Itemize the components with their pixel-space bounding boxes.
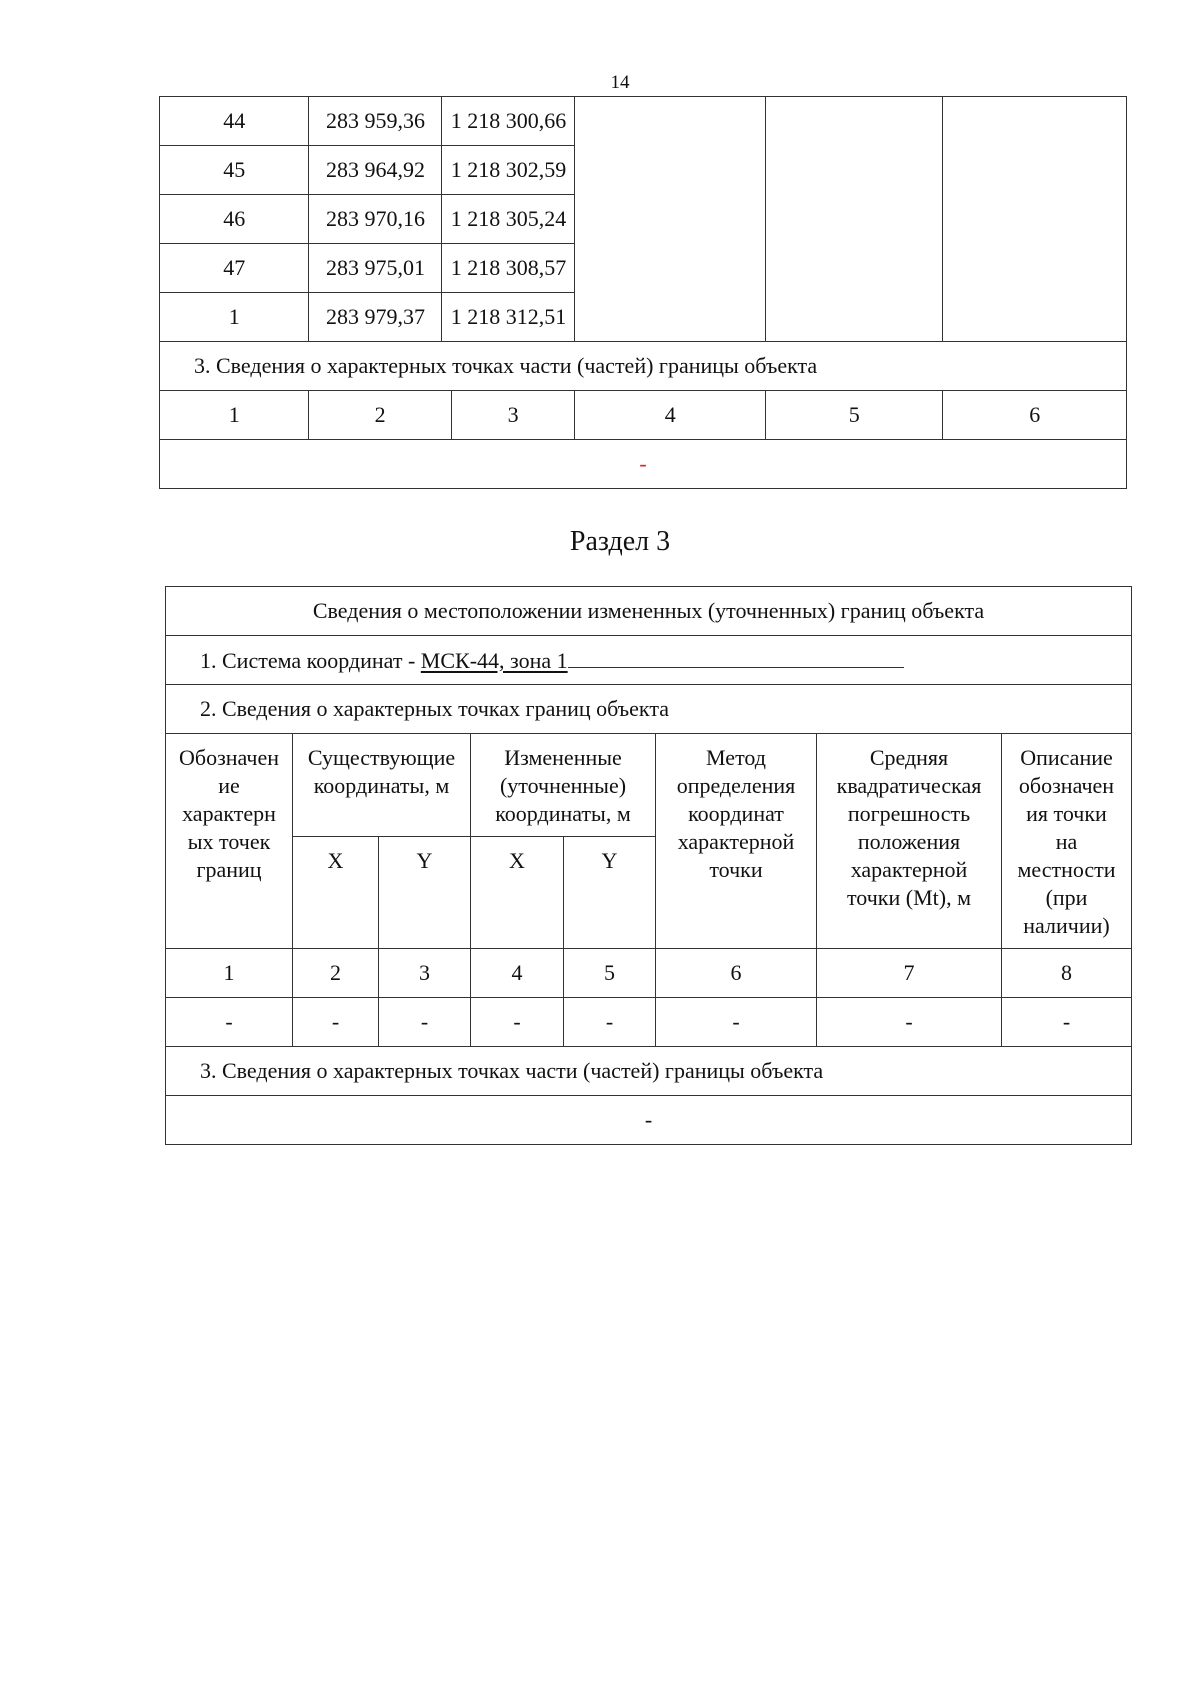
column-number: 7: [817, 949, 1002, 998]
header-y-changed: Y: [564, 837, 656, 949]
header-changed-coordinates: [471, 734, 656, 837]
x-coordinate: 283 979,37: [309, 293, 442, 342]
header-line: ия точки: [1026, 801, 1107, 826]
header-existing-coordinates: [293, 734, 471, 837]
column-number: 5: [766, 391, 943, 440]
header-line: (при: [1045, 885, 1088, 910]
data-cell: -: [656, 998, 817, 1047]
changed-boundaries-table: [165, 586, 1132, 1145]
data-cell: -: [564, 998, 656, 1047]
y-coordinate: 1 218 305,24: [442, 195, 575, 244]
y-coordinate: 1 218 300,66: [442, 97, 575, 146]
header-line: координаты, м: [313, 773, 450, 798]
coordinate-system-label: 1. Система координат -: [200, 647, 421, 673]
header-line: погрешность: [847, 801, 971, 826]
column-number: 3: [451, 391, 575, 440]
header-error: [817, 734, 1002, 949]
header-line: положения: [857, 829, 961, 854]
column-number-row: [160, 391, 1127, 440]
header-line: Средняя: [869, 745, 949, 770]
y-coordinate: 1 218 312,51: [442, 293, 575, 342]
data-cell: -: [471, 998, 564, 1047]
column-number: 1: [160, 391, 309, 440]
empty-col-6: [943, 97, 1127, 342]
table-title: Сведения о местоположении измененных (уточненных) границ объекта: [166, 587, 1132, 636]
header-line: местности: [1017, 857, 1116, 882]
point-number: 45: [160, 146, 309, 195]
data-cell: -: [166, 998, 293, 1047]
point-row: [160, 97, 1127, 146]
empty-col-4: [575, 97, 766, 342]
header-line: координат: [688, 801, 784, 826]
header-line: Обозначен: [178, 745, 280, 770]
x-coordinate: 283 964,92: [309, 146, 442, 195]
column-number: 1: [166, 949, 293, 998]
point-number: 1: [160, 293, 309, 342]
y-coordinate: 1 218 308,57: [442, 244, 575, 293]
point-number: 47: [160, 244, 309, 293]
header-line: квадратическая: [836, 773, 982, 798]
data-cell: -: [379, 998, 471, 1047]
boundary-points-table: [159, 96, 1127, 489]
section-title: Раздел 3: [569, 526, 671, 557]
header-line: характерной: [677, 829, 795, 854]
empty-value: -: [160, 440, 1127, 489]
column-number: 6: [656, 949, 817, 998]
header-y-existing: Y: [379, 837, 471, 949]
empty-col-5: [766, 97, 943, 342]
header-line: границ: [196, 857, 262, 882]
header-line: точки: [709, 857, 763, 882]
point-number: 46: [160, 195, 309, 244]
point-number: 44: [160, 97, 309, 146]
column-number: 4: [575, 391, 766, 440]
page-number: 14: [610, 72, 630, 93]
header-line: характерной: [850, 857, 968, 882]
x-coordinate: 283 975,01: [309, 244, 442, 293]
header-line: ие: [218, 773, 240, 798]
section3-value: -: [166, 1096, 1132, 1145]
column-number-row: [166, 949, 1132, 998]
header-line: Описание: [1020, 745, 1113, 770]
header-line: Существующие: [307, 745, 456, 770]
column-number: 2: [293, 949, 379, 998]
data-row: [166, 998, 1132, 1047]
header-line: характерн: [182, 801, 276, 826]
x-coordinate: 283 959,36: [309, 97, 442, 146]
header-line: на: [1055, 829, 1078, 854]
x-coordinate: 283 970,16: [309, 195, 442, 244]
column-number: 4: [471, 949, 564, 998]
data-cell: -: [293, 998, 379, 1047]
y-coordinate: 1 218 302,59: [442, 146, 575, 195]
coordinate-system-row: [166, 636, 1132, 685]
section3-title: 3. Сведения о характерных точках части (частей) границы объекта: [166, 1047, 1132, 1096]
header-line: координаты, м: [495, 801, 631, 826]
column-number: 3: [379, 949, 471, 998]
header-line: (уточненные): [499, 773, 627, 798]
header-line: наличии): [1023, 913, 1110, 938]
header-line: ых точек: [187, 829, 271, 854]
header-x-changed: X: [471, 837, 564, 949]
header-line: точки (Mt), м: [846, 885, 972, 910]
data-cell: -: [817, 998, 1002, 1047]
underline-fill: [568, 647, 904, 668]
column-number: 2: [309, 391, 451, 440]
column-number: 8: [1002, 949, 1132, 998]
header-description: [1002, 734, 1132, 949]
header-x-existing: X: [293, 837, 379, 949]
column-number: 5: [564, 949, 656, 998]
header-line: определения: [676, 773, 796, 798]
header-line: обозначен: [1018, 773, 1115, 798]
section2-title: 2. Сведения о характерных точках границ объекта: [166, 685, 1132, 734]
header-point-designation: [166, 734, 293, 949]
data-cell: -: [1002, 998, 1132, 1047]
header-line: Метод: [706, 745, 766, 770]
section3-title: 3. Сведения о характерных точках части (частей) границы объекта: [160, 342, 1127, 391]
column-number: 6: [943, 391, 1127, 440]
header-line: Измененные: [504, 745, 622, 770]
coordinate-system-value: МСК-44, зона 1: [420, 647, 568, 673]
header-method: [656, 734, 817, 949]
